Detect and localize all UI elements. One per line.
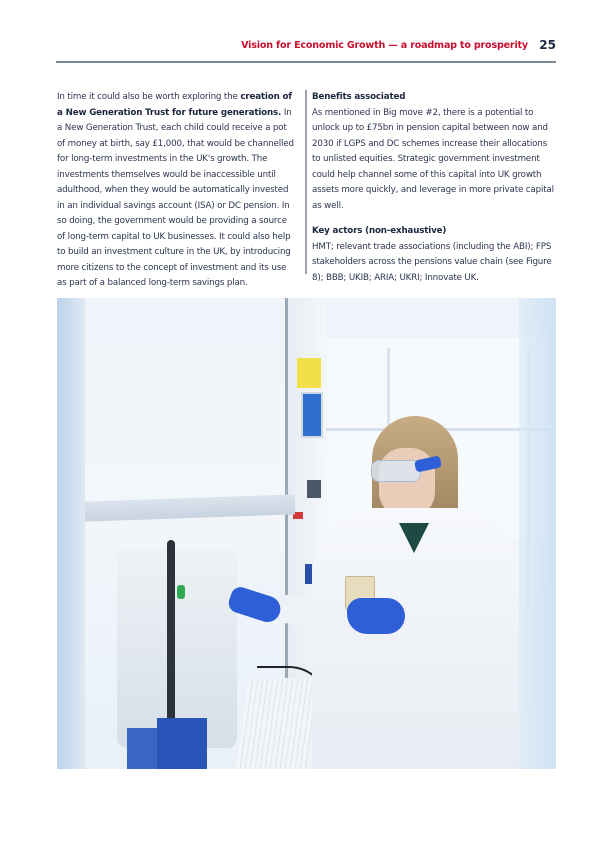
header-rule — [56, 61, 556, 63]
lab-photo — [57, 298, 556, 769]
page-number: 25 — [539, 38, 556, 52]
document-title: Vision for Economic Growth — a roadmap to prosperity — [241, 40, 528, 51]
benefits-text: As mentioned in Big move #2, there is a potential to unlock up to £75bn in pension capital between now and 2030 if LGPS and DC schemes increase their allocations to unlisted equities. Strategic government investment could help channel some of this capital into UK growth assets more quickly, and leverage in more private capital as well. — [312, 107, 554, 211]
bold-phrase: creation of a New Generation Trust for future generations. — [57, 92, 292, 118]
right-column — [312, 90, 558, 286]
key-actors-heading: Key actors (non-exhaustive) — [312, 226, 447, 236]
intro-text: In time it could also be worth exploring the — [57, 92, 241, 102]
running-header — [56, 38, 556, 62]
left-column — [57, 90, 297, 292]
body-text: In a New Generation Trust, each child could receive a pot of money at birth, say £1,000, that would be channelled for long-term investments in the UK's growth. The investments themselves would be inaccessible until adulthood, when they would be automatically invested in an individual savings account (ISA) or DC pension. In so doing, the government would be providing a source of long-term capital to UK businesses. It could also help to build an investment culture in the UK, by introducing more citizens to the concept of investment and its use as part of a balanced long-term savings plan. — [57, 107, 294, 288]
benefits-heading: Benefits associated — [312, 92, 406, 102]
key-actors-text: HMT; relevant trade associations (including the ABI); FPS stakeholders across the pensions value chain (see Figure 8); BBB; UKIB; ARIA; UKRI; Innovate UK. — [312, 241, 552, 283]
column-divider — [305, 90, 307, 274]
